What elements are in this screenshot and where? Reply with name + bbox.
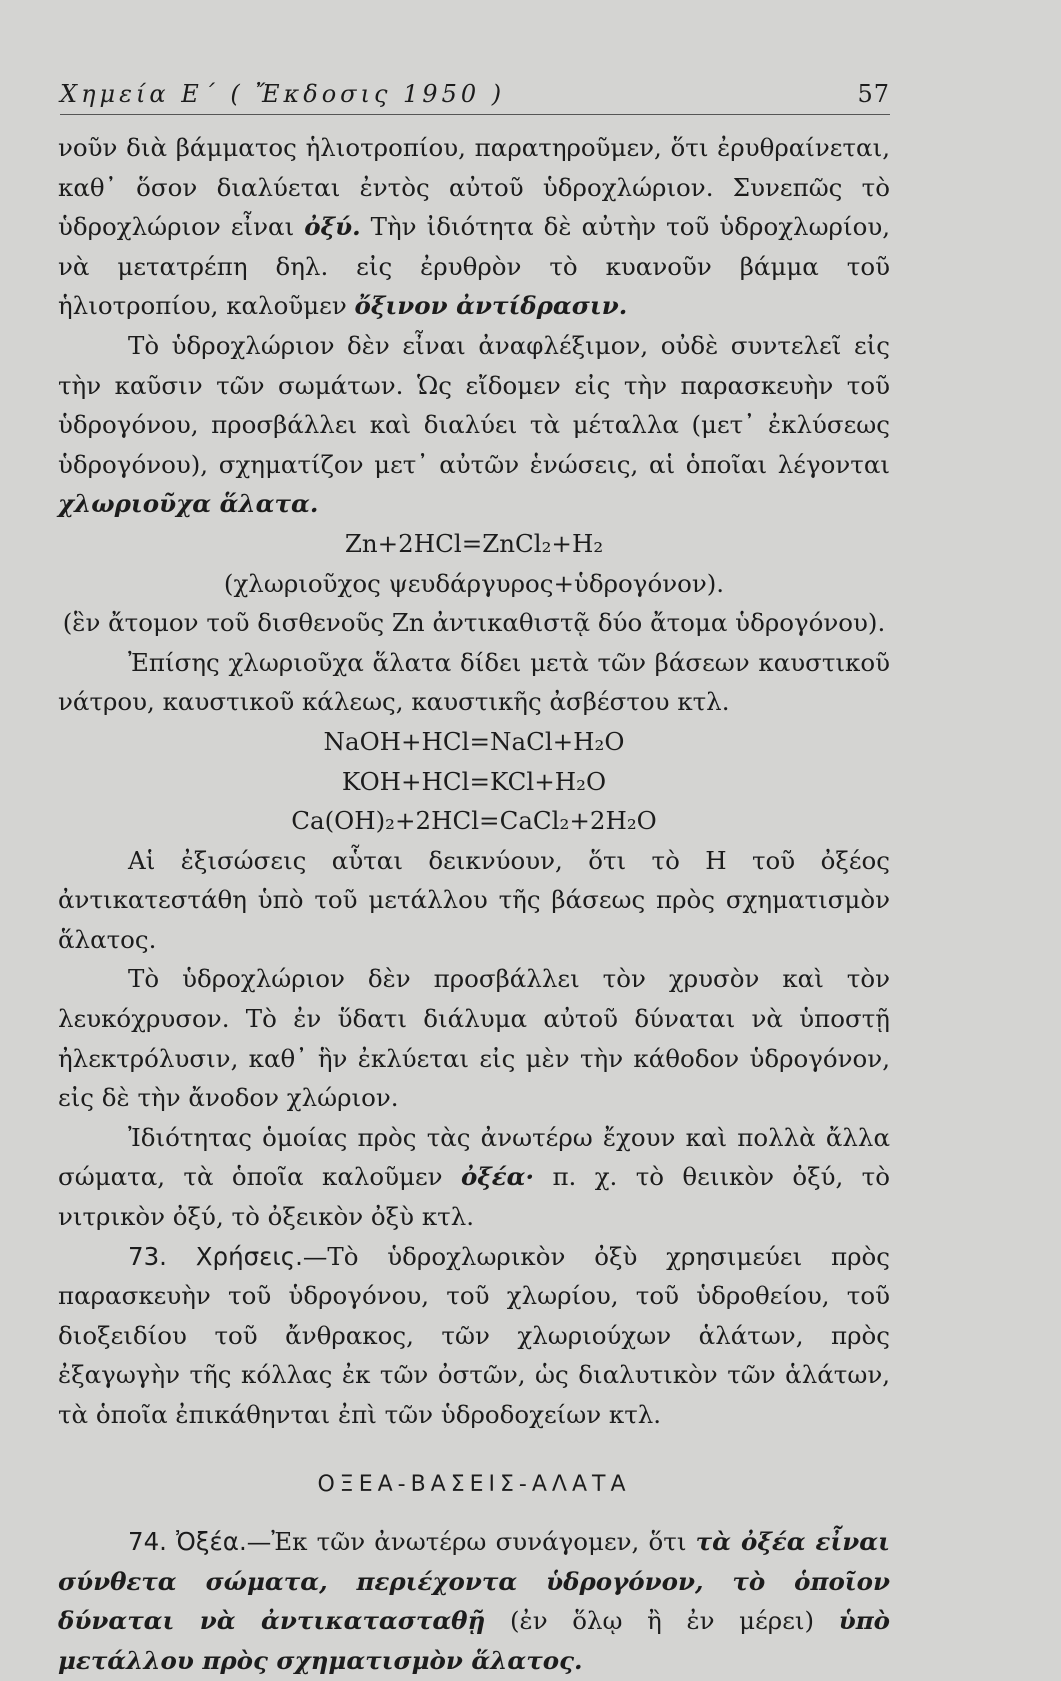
- section-74: [58, 1522, 890, 1680]
- section-heading: 74. Ὀξέα.: [128, 1527, 247, 1557]
- emphasis-acid: ὀξύ.: [304, 212, 361, 242]
- emphasis-acid-reaction: ὄξινον ἀντίδρασιν.: [354, 291, 628, 321]
- header-title: Χημεία Ε΄ ( Ἔκδοσις 1950 ): [60, 80, 506, 108]
- text: Ἰδιότητας ὁμοίας πρὸς τὰς ἀνωτέρω ἔχουν καὶ πολλὰ ἄλλα σώματα, τὰ ὁποῖα καλοῦμεν: [58, 1122, 890, 1192]
- text: π. χ. τὸ θειικὸν ὀξύ, τὸ νιτρικὸν ὀξύ, τὸ ὀξεικὸν ὀξὺ κτλ.: [58, 1162, 890, 1232]
- paragraph-other-acids: [58, 1118, 890, 1237]
- section-title: ΟΞΕΑ-ΒΑΣΕΙΣ-ΑΛΑΤΑ: [317, 1471, 631, 1497]
- section-heading: 73. Χρήσεις.: [128, 1241, 303, 1271]
- equation-note: (χλωριοῦχος ψευδάργυρος+ὑδρογόνον).: [223, 568, 725, 598]
- paragraph-bases: Ἐπίσης χλωριοῦχα ἅλατα δίδει μετὰ τῶν βάσεων καυστικοῦ νάτρου, καυστικοῦ κάλεως, καυστικῆς ἀσβέστου κτλ.: [58, 647, 890, 717]
- equation-note-valence: (ἓν ἄτομον τοῦ δισθενοῦς Zn ἀντικαθιστᾷ δύο ἄτομα ὑδρογόνου).: [62, 608, 886, 638]
- running-header: [60, 80, 890, 115]
- text: Τὴν ἰδιότητα δὲ αὐτὴν τοῦ ὑδροχλωρίου, νὰ μετατρέπη δηλ. εἰς ἐρυθρὸν τὸ κυανοῦν βάμμα τοῦ ἡλιοτροπίου, καλοῦμεν: [58, 212, 890, 321]
- section-73: [58, 1237, 890, 1435]
- text: (ἐν ὅλῳ ἢ ἐν μέρει): [485, 1606, 839, 1636]
- paragraph-equations-explained: Αἱ ἐξισώσεις αὗται δεικνύουν, ὅτι τὸ H τοῦ ὀξέος ἀντικατεστάθη ὑπὸ τοῦ μετάλλου τῆς βάσεως πρὸς σχηματισμὸν ἅλατος.: [58, 845, 890, 954]
- text: νοῦν διὰ βάμματος ἡλιοτροπίου, παρατηροῦμεν, ὅτι ἐρυθραίνεται, καθ᾿ ὅσον διαλύεται ἐντὸς αὐτοῦ ὑδροχλώριον. Συνεπῶς τὸ ὑδροχλώριον εἶναι: [58, 133, 890, 242]
- text: Τὸ ὑδροχλώριον δὲν εἶναι ἀναφλέξιμον, οὐδὲ συντελεῖ εἰς τὴν καῦσιν τῶν σωμάτων. Ὡς εἴδομεν εἰς τὴν παρασκευὴν τοῦ ὑδρογόνου, προσβάλλει καὶ διαλύει τὰ μέταλλα (μετ᾿ ἐκλύσεως ὑδρογόνου), σχηματίζον μετ᾿ αὐτῶν ἑνώσεις, αἱ ὁποῖαι λέγονται: [58, 330, 890, 479]
- emphasis-definition: τὰ ὀξέα εἶναι σύνθετα σώματα, περιέχοντα ὑδρογόνον, τὸ ὁποῖον δύναται νὰ ἀντικατασταθῇ: [58, 1527, 890, 1636]
- paragraph-litmus: [58, 128, 890, 326]
- page-number: 57: [857, 80, 890, 108]
- equation-koh: KOH+HCl=KCl+H₂O: [341, 766, 607, 796]
- emphasis-definition-end: ὑπὸ μετάλλου πρὸς σχηματισμὸν ἅλατος.: [58, 1606, 890, 1675]
- text: —Τὸ ὑδροχλωρικὸν ὀξὺ χρησιμεύει πρὸς παρασκευὴν τοῦ ὑδρογόνου, τοῦ χλωρίου, τοῦ ὑδροθείου, τοῦ διοξειδίου τοῦ ἄνθρακος, τῶν χλωριούχων ἁλάτων, πρὸς ἐξαγωγὴν τῆς κόλλας ἐκ τῶν ὀστῶν, ὡς διαλυτικὸν τῶν ἁλάτων, τὰ ὁποῖα ἐπικάθηνται ἐπὶ τῶν ὑδροδοχείων κτλ.: [58, 1241, 891, 1429]
- equation-naoh: NaOH+HCl=NaCl+H₂O: [323, 726, 625, 756]
- equation-caoh: Ca(OH)₂+2HCl=CaCl₂+2H₂O: [291, 806, 657, 836]
- emphasis-acids: ὀξέα·: [460, 1162, 535, 1192]
- emphasis-chlorides: χλωριοῦχα ἅλατα.: [58, 489, 319, 519]
- paragraph-metals: [58, 326, 890, 524]
- equation-zinc: Zn+2HCl=ZnCl₂+H₂: [344, 528, 604, 558]
- paragraph-electrolysis: Τὸ ὑδροχλώριον δὲν προσβάλλει τὸν χρυσὸν καὶ τὸν λευκόχρυσον. Τὸ ἐν ὕδατι διάλυμα αὐτοῦ δύναται νὰ ὑποστῇ ἠλεκτρόλυσιν, καθ᾿ ἣν ἐκλύεται εἰς μὲν τὴν κάθοδον ὑδρογόνον, εἰς δὲ τὴν ἄνοδον χλώριον.: [58, 964, 890, 1113]
- text: —Ἐκ τῶν ἀνωτέρω συνάγομεν, ὅτι: [246, 1527, 696, 1557]
- page-body: [58, 128, 890, 1681]
